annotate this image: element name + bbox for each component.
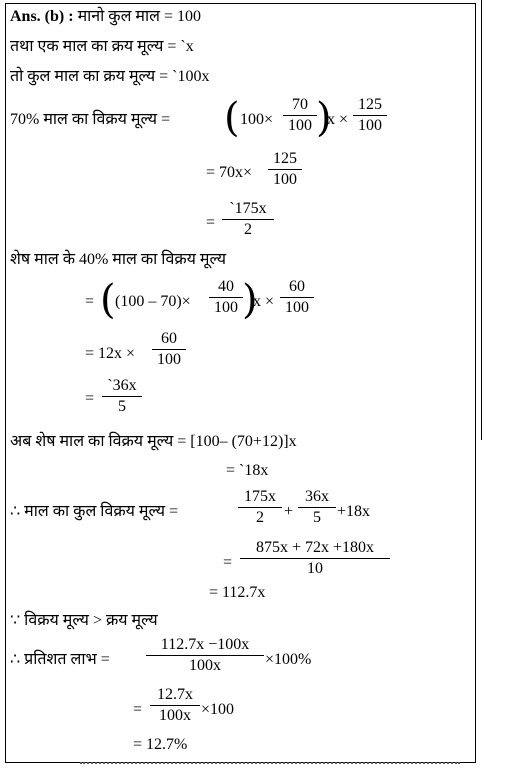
denominator: 5 — [313, 509, 321, 526]
numerator: 70 — [292, 96, 308, 113]
line-4-term: 100× — [240, 111, 274, 128]
line-5-term: = 70x× — [206, 164, 253, 181]
line-9-term: = 12x × — [85, 345, 136, 362]
fraction-bar — [152, 349, 186, 350]
line-13-label: ∴ माल का कुल विक्रय मूल्य = — [10, 503, 179, 520]
fraction-bar — [353, 115, 387, 116]
line-17-tail: ×100% — [265, 651, 312, 668]
numerator: 40 — [218, 278, 234, 295]
solution-line-3: तो कुल माल का क्रय मूल्य = `100x — [10, 68, 210, 85]
numerator: 60 — [289, 278, 305, 295]
line-10-eq: = — [85, 390, 95, 407]
line-8-term: (100 – 70)× — [115, 293, 191, 310]
denominator: 100 — [358, 117, 382, 134]
numerator: 36x — [305, 488, 329, 505]
denominator: 100 — [285, 299, 309, 316]
fraction-profit-over-100x — [146, 636, 264, 675]
fraction-bar — [283, 115, 317, 116]
fraction-125-over-100 — [353, 96, 387, 135]
plus-sign: + — [284, 503, 294, 520]
numerator: 175x — [244, 488, 276, 505]
fraction-bar — [298, 507, 336, 508]
line-8-eq: = — [85, 293, 95, 310]
denominator: 100 — [288, 117, 312, 134]
solution-line-16: ∵ विक्रय मूल्य > क्रय मूल्य — [10, 612, 158, 629]
numerator: 60 — [161, 330, 177, 347]
fraction-60-over-100 — [280, 278, 314, 317]
denominator: 100x — [159, 707, 191, 724]
fraction-bar — [146, 655, 264, 656]
fraction-125-over-100-b — [268, 150, 302, 189]
fraction-bar — [240, 558, 390, 559]
fraction-bar — [209, 297, 243, 298]
denominator: 100 — [157, 351, 181, 368]
line-6-eq: = — [206, 214, 216, 231]
line-14-eq: = — [223, 554, 233, 571]
line-1-text: मानो कुल माल = 100 — [77, 8, 202, 25]
fraction-bar — [280, 297, 314, 298]
fraction-175x-over-2-b — [238, 488, 282, 527]
line-18-eq: = — [133, 701, 143, 718]
numerator: 125 — [273, 150, 297, 167]
fraction-12.7x-over-100x — [150, 686, 200, 725]
fraction-70-over-100 — [283, 96, 317, 135]
fraction-bar — [268, 169, 302, 170]
numerator: 125 — [358, 96, 382, 113]
line-17-label: ∴ प्रतिशत लाभ = — [10, 651, 110, 668]
final-answer: = 12.7% — [133, 736, 188, 753]
solution-line-11: अब शेष माल का विक्रय मूल्य = [100– (70+12)]x — [10, 433, 297, 450]
denominator: 100 — [273, 171, 297, 188]
cut-off-text-edge — [80, 762, 460, 770]
open-paren: ( — [224, 95, 240, 141]
denominator: 2 — [244, 221, 252, 238]
solution-line-4-label: 70% माल का विक्रय मूल्य = — [10, 111, 171, 128]
fraction-175x-over-2 — [222, 200, 274, 239]
solution-line-1 — [10, 7, 201, 27]
line-13-tail: +18x — [337, 503, 371, 520]
numerator: `175x — [229, 200, 267, 217]
fraction-36x-over-5 — [102, 377, 142, 416]
fraction-36x-over-5-b — [298, 488, 336, 527]
close-paren: ) — [316, 95, 332, 141]
denominator: 2 — [256, 509, 264, 526]
solution-line-12: = `18x — [226, 462, 269, 479]
numerator: 875x + 72x +180x — [255, 539, 375, 556]
fraction-bar — [150, 705, 200, 706]
numerator: 112.7x −100x — [160, 636, 250, 653]
solution-line-2: तथा एक माल का क्रय मूल्य = `x — [10, 38, 194, 55]
numerator: `36x — [107, 377, 137, 394]
denominator: 5 — [118, 398, 126, 415]
fraction-40-over-100 — [209, 278, 243, 317]
fraction-bar — [238, 507, 282, 508]
fraction-sum-over-10 — [240, 539, 390, 578]
right-margin-rule — [481, 0, 482, 440]
line-4-mult: x × — [327, 111, 349, 128]
denominator: 100x — [189, 657, 221, 674]
open-paren: ( — [100, 277, 116, 323]
line-18-tail: ×100 — [201, 701, 235, 718]
fraction-bar — [102, 396, 142, 397]
close-paren: ) — [242, 277, 258, 323]
fraction-bar — [222, 219, 274, 220]
solution-line-15: = 112.7x — [209, 584, 266, 601]
solution-line-7: शेष माल के 40% माल का विक्रय मूल्य — [10, 251, 227, 268]
denominator: 10 — [307, 560, 323, 577]
line-8-mult: x × — [253, 293, 275, 310]
fraction-60-over-100-b — [152, 330, 186, 369]
numerator: 12.7x — [157, 686, 193, 703]
answer-label: Ans. (b) : — [10, 8, 74, 25]
denominator: 100 — [214, 299, 238, 316]
